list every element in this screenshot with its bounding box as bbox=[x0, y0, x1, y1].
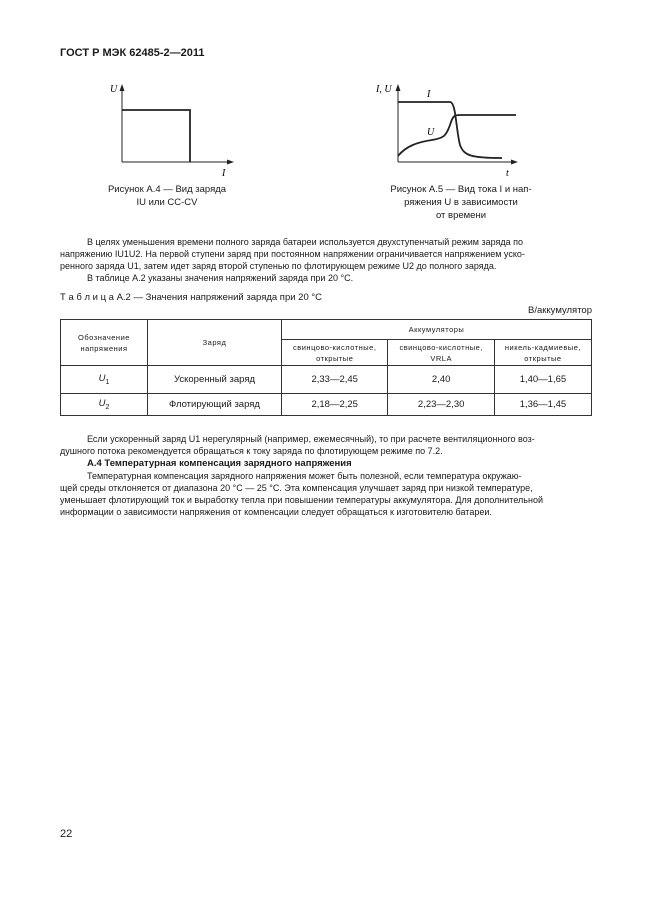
paragraph-charge-mode: В целях уменьшения времени полного заряда батареи используется двухступенчатый режим заряда по напряжению IU1U2. На первой ступени заряд при постоянном напряжении ограничивается напряжением уско- ренного заряда U1, затем идет заряд второй ступенью по флотирующем режиме U2 до полного заряда. В таблице А.2 указаны значения напряжений заряда при 20 °С. bbox=[60, 237, 525, 283]
cell-value: 2,40 bbox=[388, 366, 494, 394]
y-axis-label: U bbox=[110, 84, 118, 95]
paragraph-irregular-charge: Если ускоренный заряд U1 нерегулярный (например, ежемесячный), то при расчете вентиляционного воз- душного потока рекомендуется обращаться к току заряда по флотирующем режиме по 7.2. bbox=[60, 434, 535, 456]
y-axis-arrow bbox=[120, 84, 125, 91]
y-axis-label: I, U bbox=[376, 84, 392, 95]
cell-value: 2,33—2,45 bbox=[282, 366, 388, 394]
table-caption: Т а б л и ц а А.2 — Значения напряжений заряда при 20 °С bbox=[60, 292, 323, 303]
x-axis-arrow bbox=[511, 160, 518, 165]
y-axis-arrow bbox=[396, 84, 401, 91]
header-nickel-cadmium: никель-кадмиевые, открытые bbox=[494, 340, 591, 366]
cell-value: 2,23—2,30 bbox=[388, 394, 494, 416]
x-axis-label: I bbox=[222, 168, 226, 179]
header-accumulators: Аккумуляторы bbox=[282, 320, 592, 340]
current-curve-label: I bbox=[427, 89, 431, 100]
cell-value: 2,18—2,25 bbox=[282, 394, 388, 416]
page-number: 22 bbox=[60, 828, 73, 840]
document-header: ГОСТ Р МЭК 62485-2—2011 bbox=[60, 47, 205, 59]
figure-a4 bbox=[100, 80, 240, 180]
paragraph-temperature-compensation: Температурная компенсация зарядного напряжения может быть полезной, если температура окружаю- щей среды отклоняется от диапазона 20 °С — 25 °С. Эта компенсация улучшает заряд при низкой температуре, уменьшает флотирующий ток и выработку тепла при повышении температуры аккумулятора. Для дополнительной информации о зависимости напряжения от компенсации следует обращаться к изготовителю батареи. bbox=[60, 471, 543, 517]
cell-value: 1,36—1,45 bbox=[494, 394, 591, 416]
figure-a4-caption: Рисунок А.4 — Вид заряда IU или CC-CV bbox=[107, 184, 227, 208]
header-designation: Обозначение напряжения bbox=[61, 320, 148, 366]
figure-a5 bbox=[372, 80, 522, 180]
table-row bbox=[61, 366, 592, 394]
cell-value: 1,40—1,65 bbox=[494, 366, 591, 394]
table-row bbox=[61, 394, 592, 416]
voltage-curve-label: U bbox=[427, 127, 435, 138]
cell-charge: Ускоренный заряд bbox=[148, 366, 282, 394]
cell-charge: Флотирующий заряд bbox=[148, 394, 282, 416]
charge-curve bbox=[122, 110, 190, 162]
cell-symbol: $U_2$ bbox=[61, 394, 148, 416]
header-lead-acid-open: свинцово-кислотные, открытые bbox=[282, 340, 388, 366]
x-axis-label: t bbox=[506, 168, 509, 179]
section-title: А.4 Температурная компенсация зарядного напряжения bbox=[87, 458, 352, 469]
x-axis-arrow bbox=[227, 160, 234, 165]
header-charge: Заряд bbox=[148, 320, 282, 366]
current-curve bbox=[398, 102, 502, 158]
figure-a5-caption: Рисунок А.5 — Вид тока I и нап- ряжения U в зависимости от времени bbox=[390, 184, 532, 221]
voltage-table bbox=[60, 319, 592, 416]
header-lead-acid-vrla: свинцово-кислотные, VRLA bbox=[388, 340, 494, 366]
table-unit: В/аккумулятор bbox=[528, 305, 592, 316]
cell-symbol: $U_1$ bbox=[61, 366, 148, 394]
